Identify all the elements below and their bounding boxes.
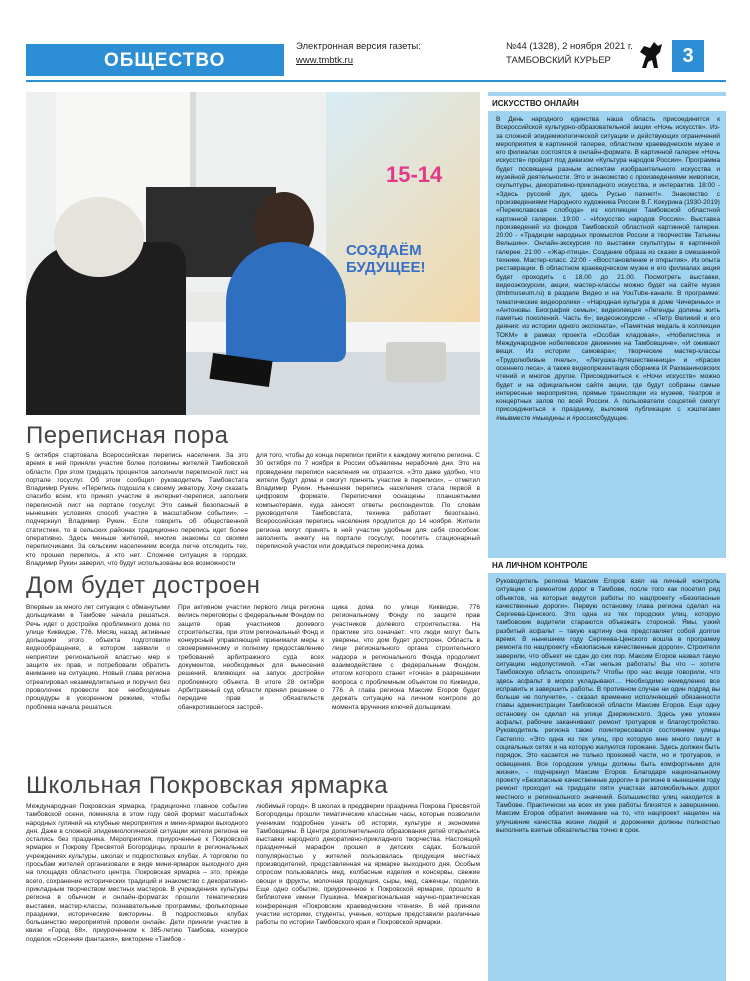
issue-info [506, 40, 633, 68]
culture-text: В День народного единства наша область присоединится к Всероссийской культурно-образовательной акции «Ночь искусств». Из-за сложной эпидемиологической ситуации и действующих ограничений мероприятия в картинной галерее, областном краеведческом музее и его филиалах состоятся в онлайн-формате. В картинной галерее «Ночь искусств» пройдет под девизом «Культура народов России». Программа будет посвящена разным аспектам изобразительного искусства и музейной деятельности. Это и знакомство с произведениями живописи, скульптуры, декоративно-прикладного искусства, и интерактив. 18:00 - «Здесь русский дух, здесь Русью пахнет!». Знакомство с произведениями Народного художника России В.Г. Кокурина (1930-2019) «Переяславская слобода» из коллекции Тамбовской областной картинной галереи. 19:00 - «Искусство народов России». Выставка произведений из фондов Тамбовской областной картинной галереи. 20:00 - «Традиции народных промыслов России в творчестве Татьяны Вельшин». Онлайн-экскурсия по выставке скульптуры в картинной галерее. 21:00 - «Жар-птица». Создание образа из сказки в смешанной технике. Мастер-класс. 22:00 - «Восстановление и открытия». Из опыта реставрации. В областном краеведческом музее и его филиалах акция будет проходить с 18.00 до 21.00. Посмотреть выставки, видеоэкскурсии, акции, мастер-классы можно будет на сайте музея (tmbmuseum.ru) в разделе Видео и на YouTube-канале. В программе: тематические видеоролики - «Народная культура в доме Чичериных» и «Антоновы. Биография семьи»; видеолекция «Легенды долины жить памятью поколений. Часть 6»; видеоэкскурсии - «Петр Великий и его деяния: из истории одного экспоната», «Памятная медаль в коллекции ТОКМ» в рамках проекта «Особая кладовая», «Нобелистика и Международное нобелевское движение на Тамбовщине», «И оживают вещи. Из истории самовара»; творческие мастер-классы «Трудолюбивые пчелы», «Лягушка-путешественница» и «Краски осеннего леса», а также видеопрезентация сборника IX Рахманиновских чтений и многое другое. Присоединиться к «Ночи искусств» можно будет и на официальном сайте акции, где будут собраны самые интересные мероприятия, прямые трансляции из музеев, театров и концертных залов по всей России. А пользователи соцсетей смогут присоединиться к празднику, выложив публикации с хэштегами #мывместе #мыедины и #россиясбудущее. [496, 116, 720, 422]
census-banner [326, 92, 480, 322]
census-col1: 5 октября стартовала Всероссийская перепись населения. За это время в ней приняли участие более половины жителей Тамбовской области. При этом тридцать процентов заполнили переписной лист на портале госуслуг. Об этом сообщил руководитель Тамбовстата Владимир Рукин. «Перепись подошла к своему экватору. Хочу сказать спасибо всем, кто принял участие в интернет-переписи, заполнив переписной лист на портале госуслуг. Это самый безопасный в нынешних условиях способ участия в масштабном событии», – подчеркнул Владимир Рукин. Если говорить об общественной статистике, то в сельских районах традиционно перепись идет более оперативно. Здесь меньше жителей, многие знакомы со своими переписчиками. За сельским населением всегда легче отследить тех, кто прошел перепись, а кто нет. Сложнее ситуация в городах. Владимир Рукин заверил, что будут использованы все возможности [26, 452, 248, 567]
culture-heading: ИСКУССТВО ОНЛАЙН [488, 96, 726, 111]
epaper-link[interactable]: www.tmbtk.ru [296, 55, 354, 66]
page-number: 3 [672, 40, 704, 72]
control-text: Руководитель региона Максим Егоров взял на личный контроль ситуацию с ремонтом дорог в Тамбове, после того как посетил ряд объектов, на которых ведутся работы по нацпроекту «Безопасные качественные дороги». Первую остановку глава региона сделал на Сергеева-Ценского. Это одна из тех городских улиц, которую тамбовские водители стараются объезжать стороной. Ямы, узкий разбитый асфальт – такую картину она представляет собой долгое время. В нынешнем году Сергеева-Ценского вошла в программу ремонта по нацпроекту «Безопасные качественные дороги». Строители заверили, что объект не сдан до сих пор. Максим Егоров назвал такую ситуацию недопустимой. «Так нельзя работать! Вы что – хотите Тамбовскую область опозорить? Чтобы про нас везде говорили, что здесь асфальт в мороз укладывают… Необходимо немедленно все исправить и завершить работы. В противном случае ни один подряд вы больше не получите», - сказал временно исполняющий обязанности главы администрации Тамбовской области Максим Егоров. Еще одну остановку он сделал на улице Дзержинского. Здесь уже уложен асфальт, рабочие заканчивают ремонт тротуаров и благоустройство. Руководитель региона также поинтересовался состоянием улицы Гастелло. «Это одна из тех улиц, про которую мне много пишут в социальных сетях и на которую жалуются горожане. Здесь должен быть порядок. Это касается не только проезжей части, но и тротуаров, и освещения. Все городские улицы должны быть комфортными для жизни», - подчеркнул Максим Егоров. Благодаря национальному проекту «Безопасные качественные дороги» в регионе в нынешнем году ремонт проходит на тридцати пяти участках автомобильных дорог местного и регионального значений. Большинство улиц находится в Тамбове. Практически на всех их уже работы близятся к завершению. Максим Егоров обратил внимание на то, что нацпроект нацелен на улучшение качества жизни людей и дорожники должны полностью выполнить взятые обязательства точно в срок. [496, 578, 720, 834]
fair-col2: любимый город». В школах в преддверии праздника Покрова Пресвятой Богородицы прошли тематические классные часы, которые позволили ученикам подробнее узнать об истории, культуре и экономике Тамбовщины. В Центре дополнительного образования детей открылись выставки народного декоративно-прикладного творчества. Настоящий праздничный марафон прошел в детских садах. Большой популярностью у жителей пользовалась продукция местных производителей, представленная на ярмарке выходного дня. Особым спросом пользовались мед, колбасные изделия и консервы, свежие овощи и фрукты, молочная продукция, сыры, мед, саженцы, поделки. Еще одно событие, приуроченное к Покровской ярмарке, прошло в библиотеке имени Пушкина. Межрегиональная научно-практическая конференция «Покровские краеведческие чтения». В ней приняли участие историки, студенты, ученые, которые представили различные работы по истории Тамбовского края и Покровской ярмарки. [256, 803, 480, 927]
newspaper-name: ТАМБОВСКИЙ КУРЬЕР [506, 55, 611, 66]
banner-number: 15-14 [386, 162, 443, 187]
banner-slogan: СОЗДАЁМ БУДУЩЕЕ! [346, 242, 426, 276]
page-header [0, 0, 750, 88]
census-title: Переписная пора [26, 422, 229, 449]
fair-title: Школьная Покровская ярмарка [26, 772, 389, 799]
house-col3: щика дома по улице Киквидзе, 776 региональному Фонду по защите прав участников долевого строительства. На практике это означает: что люди могут быть уверены, что дом будет достроен. Область в лице регионального органа строительного надзора и регионального Фонда продолжит взаимодействие с федеральным Фондом, итогом которого станет «точка» в разрешении вопроса с проблемным объектом по Киквидзе, 776. А глава региона Максим Егоров будет держать ситуацию на личном контроле до момента вручения ключей дольщикам. [332, 604, 480, 711]
house-col1: Впервые за много лет ситуация с обманутыми дольщиками в Тамбове начала решаться. Речь идет о достройке проблемного дома по улице Киквидзе, 776. Месяц назад активные дольщики этого объекта подготовили видеообращение, в котором заявили о неприятии региональной властью мер к защите их прав, и потребовали обратить внимание на ситуацию. Новый глава региона отреагировал незамедлительно и поручил без проволочек провести все необходимые процедуры в ускоренном режиме, чтобы проблема начала решаться. [26, 604, 170, 711]
house-col2: При активном участии первого лица региона велись переговоры с федеральным Фондом по защите прав участников долевого строительства, при этом региональный Фонд и конкурсный управляющий принимали меры к своевременному и полному предоставлению требований арбитражного суда всех документов, необходимых для вынесения решений, влияющих на запуск достройки проблемного объекта. В итоге 28 октября Арбитражный суд области принял решение о передаче прав и обязательств обанкротившегося застрой- [178, 604, 324, 711]
census-col2: для того, чтобы до конца переписи прийти к каждому жителю региона. С 30 октября по 7 ноября в России объявлены нерабочие дни. Это на проведении переписи населения не отразится. «Это даже удобно, что жители будут дома и смогут принять участие в переписи», – отметил Владимир Рукин. Нынешняя перепись населения стала первой в цифровом формате. Переписчики оснащены планшетными компьютерами, куда заносят ответы респондентов. По словам руководителя Тамбовстата, техника работает безотказно. Всероссийская перепись населения продлится до 14 ноября. Жители региона могут принять в ней участие удобным для себя способом: заполнить анкету на портале госуслуг, посетить стационарный переписной участок или дождаться переписчика дома. [256, 452, 480, 551]
epaper-caption: Электронная версия газеты: [296, 41, 421, 52]
fair-col1: Международная Покровская ярмарка, традиционно главное событие тамбовской осени, поменяла в этом году свой формат масштабных народных гуляний на клубные мероприятия и мини-ярмарки выходного дня. Даже в сложной эпидемиологической ситуации жители региона не остались без праздника. Мероприятия, приуроченные к Покровской ярмарке и Покрову Пресвятой Богородицы, прошли в региональных учреждениях культуры, школах и подростковых клубах. А торговлю по просьбам жителей организовали в виде мини-ярмарок выходного дня на площадях областного центра. Покровская ярмарка – это, прежде всего, сохранение исторических традиций и знакомство с декоративно-прикладным творчеством местных мастеров. В учреждениях культуры региона в обычном и онлайн-форматах прошли тематические выставки, мастер-классы, познавательные программы, фольклорные праздники, исторические викторины. В подростковых клубах большинство мероприятий провели онлайн. Дети приняли участие в квизе «Город 68», приуроченном к 385-летию Тамбова, конкурсе поделок «Осенняя фантазия», викторине «Тамбов - [26, 803, 248, 943]
census-photo [26, 92, 480, 415]
control-heading: НА ЛИЧНОМ КОНТРОЛЕ [488, 558, 726, 573]
epaper-info [296, 40, 421, 68]
header-divider [26, 80, 726, 82]
desk-phone [386, 342, 446, 382]
section-label: ОБЩЕСТВО [26, 44, 284, 76]
house-title: Дом будет достроен [26, 572, 261, 599]
horse-logo-icon [636, 38, 666, 72]
issue-number: №44 (1328), 2 ноября 2021 г. [506, 41, 633, 52]
